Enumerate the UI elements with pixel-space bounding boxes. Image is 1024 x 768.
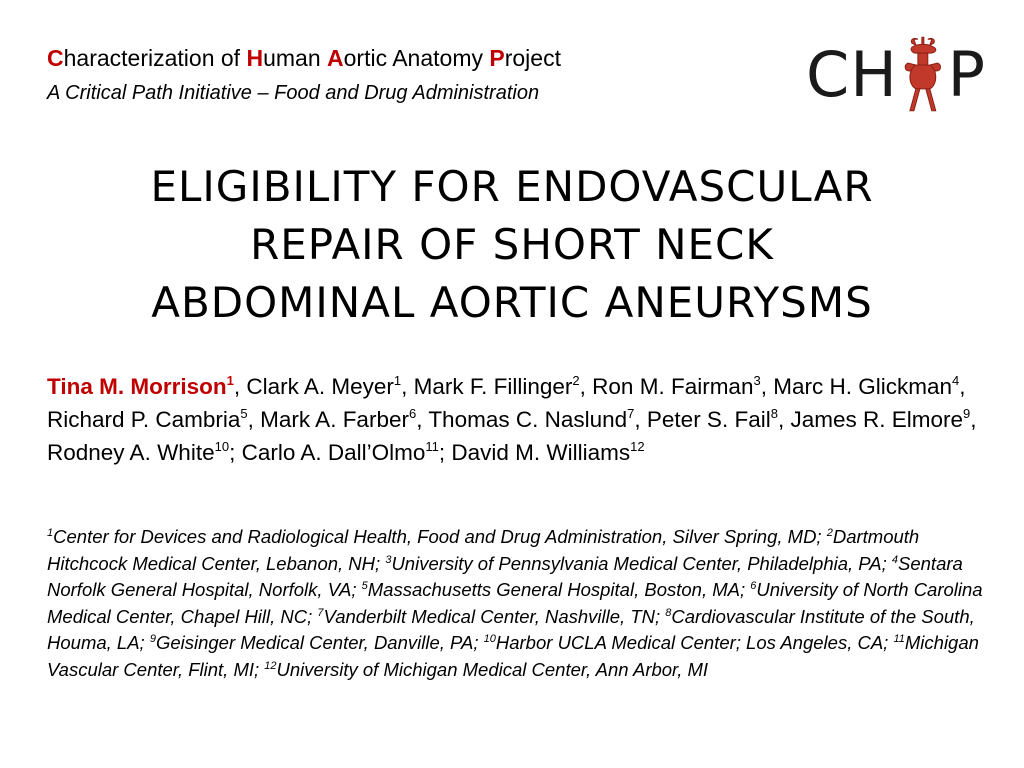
affiliation-number: 7 <box>317 606 324 619</box>
author-separator: , <box>416 407 429 432</box>
author-affiliation-number: 7 <box>627 406 635 421</box>
affiliation-number: 9 <box>149 633 156 645</box>
affiliation-text: Cardiovascular Institute of the South, Houma, LA; <box>47 605 975 653</box>
project-name <box>47 44 561 72</box>
author <box>260 407 416 432</box>
author-separator: , <box>247 407 261 432</box>
affiliation-text: Michigan Vascular Center, Flint, MI; <box>47 632 979 680</box>
author-separator: , <box>634 407 647 432</box>
project-initial: P <box>489 45 505 71</box>
author <box>451 440 644 465</box>
title-line: ABDOMINAL AORTIC ANEURYSMS <box>151 278 873 327</box>
author-affiliation-number: 9 <box>963 406 971 421</box>
author-separator: ; <box>438 440 452 465</box>
affiliation-number: 11 <box>893 633 905 645</box>
title-line: ELIGIBILITY FOR ENDOVASCULAR <box>150 162 874 211</box>
affiliation-number: 6 <box>750 580 757 592</box>
author-affiliation-number: 11 <box>425 439 439 454</box>
affiliation-number: 2 <box>826 527 833 539</box>
project-initial: H <box>246 45 264 71</box>
affiliation-text: University of Pennsylvania Medical Center, Philadelphia, PA; <box>391 552 892 574</box>
affiliation-number: 8 <box>665 606 672 619</box>
author-name: Mark A. Farber <box>260 407 409 432</box>
author <box>790 407 970 432</box>
author-separator: , <box>970 407 977 432</box>
author <box>428 407 634 432</box>
author-list <box>47 370 987 469</box>
author <box>47 407 248 432</box>
author-affiliation-number: 5 <box>240 406 248 421</box>
author-affiliation-number: 2 <box>572 373 580 388</box>
affiliation-number: 4 <box>891 553 899 566</box>
author <box>647 407 778 432</box>
author-affiliation-number: 1 <box>226 373 234 388</box>
affiliation-text: Vanderbilt Medical Center, Nashville, TN; <box>323 605 666 627</box>
logo-text-left: CH <box>806 37 898 111</box>
author-name: Carlo A. Dall’Olmo <box>241 440 426 465</box>
author <box>246 374 401 399</box>
author <box>414 374 580 399</box>
author-separator: , <box>233 374 247 399</box>
author-affiliation-number: 10 <box>214 439 230 454</box>
presentation-title <box>40 158 984 332</box>
affiliation-number: 3 <box>385 553 392 566</box>
author-separator: , <box>777 407 791 432</box>
affiliation-text: Dartmouth Hitchcock Medical Center, Lebanon, NH; <box>47 526 920 574</box>
affiliation-text: Sentara Norfolk General Hospital, Norfolk, VA; <box>47 552 963 600</box>
author-name: Clark A. Meyer <box>246 374 394 399</box>
author-affiliation-number: 12 <box>630 439 645 454</box>
author-name: Rodney A. White <box>47 440 215 465</box>
affiliation-text: Geisinger Medical Center, Danville, PA; <box>155 632 484 653</box>
author-name: David M. Williams <box>451 440 631 465</box>
affiliation-text: University of North Carolina Medical Center, Chapel Hill, NC; <box>47 579 983 627</box>
affiliation-number: 12 <box>264 659 277 672</box>
affiliation-number: 1 <box>47 527 54 539</box>
project-initial: A <box>327 45 344 71</box>
affiliation-text: Center for Devices and Radiological Health, Food and Drug Administration, Silver Spring, MD; <box>53 526 827 547</box>
author-name: James R. Elmore <box>790 407 963 432</box>
project-word: ortic Anatomy <box>343 45 490 71</box>
project-word: roject <box>504 45 561 71</box>
author-separator: , <box>959 374 966 399</box>
affiliation-text: Harbor UCLA Medical Center; Los Angeles, CA; <box>495 632 894 653</box>
author-separator: , <box>760 374 774 399</box>
author-name: Ron M. Fairman <box>592 374 754 399</box>
author-separator: , <box>401 374 414 399</box>
author <box>773 374 959 399</box>
author <box>47 374 234 399</box>
author-separator: , <box>579 374 593 399</box>
project-word: haracterization of <box>63 45 247 71</box>
author-affiliation-number: 4 <box>952 373 960 388</box>
aorta-icon <box>900 35 946 113</box>
project-subtitle: A Critical Path Initiative – Food and Drug Administration <box>47 82 540 104</box>
author-name: Mark F. Fillinger <box>413 374 573 399</box>
chip-logo <box>806 34 986 114</box>
project-initial: C <box>47 45 64 71</box>
author-affiliation-number: 6 <box>408 406 417 421</box>
project-word: uman <box>263 45 328 71</box>
author-name: Richard P. Cambria <box>47 407 241 432</box>
author-name: Marc H. Glickman <box>773 374 952 399</box>
author-affiliation-number: 8 <box>770 406 778 421</box>
author-affiliation-number: 1 <box>393 373 402 388</box>
logo-text-right: P <box>947 37 986 111</box>
author-name: Peter S. Fail <box>646 407 771 432</box>
author <box>47 440 229 465</box>
author-name: Tina M. Morrison <box>47 374 227 399</box>
author-separator: ; <box>229 440 242 465</box>
affiliation-list <box>47 524 992 683</box>
affiliation-number: 10 <box>483 633 496 645</box>
author-name: Thomas C. Naslund <box>428 407 628 432</box>
title-line: REPAIR OF SHORT NECK <box>250 220 774 269</box>
affiliation-text: University of Michigan Medical Center, Ann Arbor, MI <box>276 658 709 680</box>
affiliation-text: Massachusetts General Hospital, Boston, MA; <box>367 579 751 600</box>
author-affiliation-number: 3 <box>753 373 761 388</box>
affiliation-number: 5 <box>361 580 368 592</box>
author <box>592 374 761 399</box>
author <box>242 440 439 465</box>
